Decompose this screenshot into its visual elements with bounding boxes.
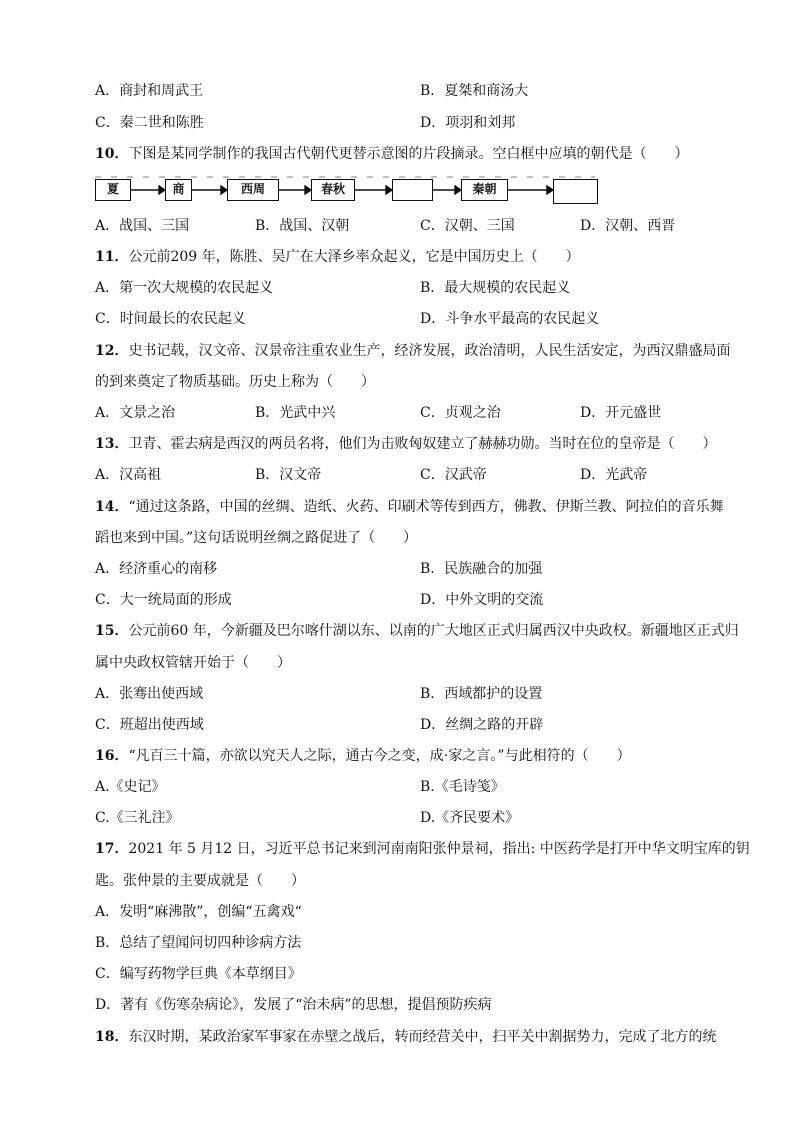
flow-box-xia: 夏 (95, 179, 131, 201)
q15-stem-line1 (95, 621, 739, 641)
q16-option-c: C.《三礼注》 (95, 810, 180, 826)
q16-number: 16． (95, 748, 129, 764)
q12-stem-line2: 的到来奠定了物质基础。历史上称为（ ） (95, 374, 375, 390)
q15-stem-line2: 属中央政权管辖开始于（ ） (95, 655, 291, 671)
q18-stem (95, 1027, 716, 1047)
flow-box-shang: 商 (165, 179, 192, 201)
q13-option-b: B．汉文帝 (255, 467, 322, 483)
q11-option-d: D．斗争水平最高的农民起义 (420, 311, 600, 327)
q14-number: 14． (95, 499, 129, 515)
q10-option-d: D．汉朝、西晋 (580, 218, 676, 234)
q15-option-d: D．丝绸之路的开辟 (420, 717, 544, 733)
q10-stem (95, 144, 688, 164)
q17-stem-line1 (95, 839, 750, 859)
q12-option-c: C．贞观之治 (420, 405, 501, 421)
flow-box-blank-1 (392, 179, 433, 201)
q13-option-c: C．汉武帝 (420, 467, 487, 483)
q13-stem (95, 434, 716, 454)
q17-number: 17． (95, 841, 129, 857)
q15-number: 15． (95, 623, 129, 639)
q15-option-b: B．西域都护的设置 (420, 686, 543, 702)
q11-option-c: C．时间最长的农民起义 (95, 311, 246, 327)
q16-option-d: D.《齐民要术》 (420, 810, 520, 826)
q17-option-a: A．发明“麻沸散”，创编“五禽戏“ (95, 904, 302, 920)
q15-option-a: A．张骞出使西域 (95, 686, 204, 702)
q11-stem (95, 247, 580, 267)
q9-option-d: D．项羽和刘邦 (420, 115, 516, 131)
q11-option-a: A．第一次大规模的农民起义 (95, 280, 274, 296)
q16-option-a: A.《史记》 (95, 779, 166, 795)
q18-number: 18． (95, 1029, 129, 1045)
q12-option-a: A．文景之治 (95, 405, 176, 421)
flow-box-blank-2 (553, 179, 598, 204)
q14-option-a: A．经济重心的南移 (95, 561, 218, 577)
q14-option-b: B．民族融合的加强 (420, 561, 543, 577)
q17-option-d: D．著有《伤寒杂病论》，发展了“治未病”的思想，提倡预防疾病 (95, 997, 492, 1013)
q10-text: 下图是某同学制作的我国古代朝代更替示意图的片段摘录。空白框中应填的朝代是（ ） (128, 146, 689, 162)
q9-option-c: C．秦二世和陈胜 (95, 115, 204, 131)
q13-option-a: A．汉高祖 (95, 467, 162, 483)
q15-option-c: C．班超出使西域 (95, 717, 204, 733)
q13-text: 卫青、霍去病是西汉的两员名将，他们为击败匈奴建立了赫赫功勋。当时在位的皇帝是（ ） (128, 436, 717, 452)
q17-text-1: 2021 年 5 月12 日，习近平总书记来到河南南阳张仲景祠，指出: 中医药学是打开中华文明宝库的钥 (128, 841, 750, 857)
q10-option-b: B．战国、汉朝 (255, 218, 350, 234)
q16-stem (95, 746, 631, 766)
q14-stem-line1 (95, 497, 724, 517)
flow-box-xizhou: 西周 (227, 179, 279, 201)
q10-option-a: A．战国、三国 (95, 218, 190, 234)
q16-text: “凡百三十篇，亦欲以究天人之际，通古今之变，成⋅家之言。”与此相符的（ ） (128, 748, 631, 764)
q10-option-c: C．汉朝、三国 (420, 218, 515, 234)
q11-number: 11． (95, 249, 129, 265)
q18-text: 东汉时期，某政治家军事家在赤壁之战后，转而经营关中，扫平关中割据势力，完成了北方的统 (128, 1029, 717, 1045)
flow-box-qin: 秦朝 (461, 179, 508, 201)
q13-option-d: D．光武帝 (580, 467, 648, 483)
q17-option-b: B．总结了望闻问切四种诊病方法 (95, 935, 302, 951)
q10-number: 10． (95, 146, 129, 162)
q9-option-b: B．夏桀和商汤大 (420, 83, 529, 99)
dynasty-flow-diagram (95, 176, 605, 206)
q12-option-d: D．开元盛世 (580, 405, 662, 421)
q17-option-c: C．编写药物学巨典《本草纲目》 (95, 966, 302, 982)
q12-stem-line1 (95, 341, 730, 361)
q12-option-b: B．光武中兴 (255, 405, 336, 421)
q9-option-a: A．商封和周武王 (95, 83, 204, 99)
q12-number: 12． (95, 343, 129, 359)
q14-stem-line2: 蹈也来到中国。”这句话说明丝绸之路促进了（ ） (95, 530, 418, 546)
flow-box-chunqiu: 春秋 (311, 179, 355, 201)
q11-text: 公元前209 年，陈胜、吴广在大泽乡率众起义，它是中国历史上（ ） (128, 249, 580, 265)
q11-option-b: B．最大规模的农民起义 (420, 280, 571, 296)
q13-number: 13． (95, 436, 129, 452)
q17-stem-line2: 匙。张仲景的主要成就是（ ） (95, 873, 305, 889)
q14-option-d: D．中外文明的交流 (420, 592, 544, 608)
q12-text-1: 史书记载，汉文帝、汉景帝注重农业生产，经济发展，政治清明，人民生活安定，为西汉鼎盛局面 (128, 343, 731, 359)
q14-option-c: C．大一统局面的形成 (95, 592, 232, 608)
q14-text-1: “通过这条路，中国的丝绸、造纸、火药、印刷术等传到西方，佛教、伊斯兰教、阿拉伯的音乐舞 (128, 499, 724, 515)
q16-option-b: B.《毛诗笺》 (420, 779, 505, 795)
q15-text-1: 公元前60 年，今新疆及巴尔喀什湖以东、以南的广大地区正式归属西汉中央政权。新疆地区正式归 (128, 623, 739, 639)
